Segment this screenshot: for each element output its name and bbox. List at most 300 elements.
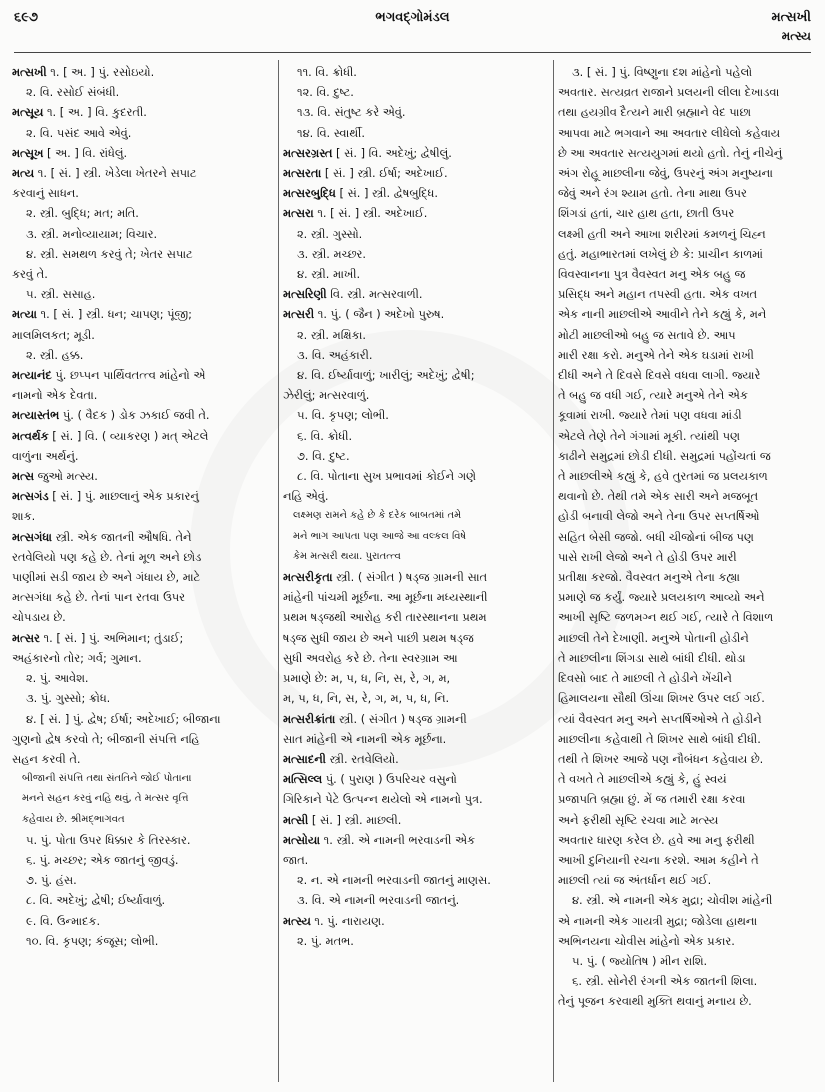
definition-line — [558, 365, 816, 385]
definition-line — [12, 587, 274, 607]
definition-line — [558, 385, 816, 405]
column-1 — [12, 62, 274, 1084]
headword: મત્ય — [12, 166, 35, 181]
definition-line — [558, 284, 816, 304]
headword: મત્સ્ય — [283, 913, 311, 928]
definition-text: પું. ( વૈદક ) ડોક ઝકાઈ જવી તે. — [59, 408, 210, 423]
definition-text: પ્રતીક્ષા કરજો. વૈવસ્વત મનુએ તેના કહ્યા — [558, 570, 740, 585]
definition-text: હોડી બનાવી લેજો અને તેના ઉપર સપ્તર્ષિઓ — [558, 509, 760, 524]
definition-text: પ્રજાપતિ બ્રહ્મા છું. મેં જ તમારી રક્ષા કરવા — [558, 792, 746, 807]
definition-text: ૩. [ સં. ] પું. વિષ્ણુના દશ માંહેનો પહેલો — [572, 65, 753, 79]
definition-line — [558, 244, 816, 264]
definition-line — [558, 446, 816, 466]
definition-text: ગિરિકાને પેટે ઉત્પન્ન થયેલો એ નામનો પુત્ર. — [283, 792, 483, 807]
entry-line — [12, 426, 274, 446]
definition-line — [558, 850, 816, 870]
definition-text: ૪. સ્ત્રી. માખી. — [297, 267, 361, 282]
definition-text: ૧. [ અ. ] પું. રસોઇયો. — [46, 65, 155, 79]
definition-text: ગુણનો દ્વેષ કરવો તે; બીજાની સંપત્તિ નહિ — [12, 731, 200, 746]
definition-text: પ્રમાણે જ કર્યું. જ્યારે પ્રલયકાળ આવ્યો અને — [558, 590, 765, 605]
definition-line — [283, 789, 551, 809]
headword: મત્યાનંદ — [12, 368, 52, 383]
definition-line — [283, 426, 551, 446]
definition-text: ૨. પું. આવેશ. — [26, 671, 89, 686]
definition-text: કેમ મત્સરી થયા. પુરાતત્ત્વ — [293, 550, 401, 562]
definition-text: સ્ત્રી. રતવેલિયો. — [325, 751, 399, 766]
entry-line — [12, 143, 274, 163]
definition-text: પું. છપ્પન પાર્થિવતત્ત્વ માંહેનો એ — [51, 368, 206, 383]
definition-text: ૩. સ્ત્રી. મચ્છર. — [297, 246, 367, 261]
definition-line — [12, 830, 274, 850]
definition-line — [558, 203, 816, 223]
definition-text: ૧૨. વિ. દુષ્ટ. — [297, 85, 354, 100]
definition-text: હતું. મહાભારતમાં લખેલું છે કે: પ્રાચીન કાળમાં — [558, 246, 763, 261]
definition-text: તે માછલીના શિંગડા સાથે બાંધી દીધી. થોડા — [558, 650, 746, 665]
definition-line — [283, 82, 551, 102]
entry-line — [283, 830, 551, 850]
definition-text: કરવું તે. — [12, 267, 48, 282]
entry-line — [283, 769, 551, 789]
definition-text: જેવું અને રંગ શ્યામ હતો. તેના માથા ઉપર — [558, 186, 747, 201]
definition-line — [12, 446, 274, 466]
definition-line — [12, 123, 274, 143]
definition-line — [283, 466, 551, 486]
definition-text: ત્યાં વૈવસ્વત મનુ અને સપ્તર્ષિઓએ તે હોડીને — [558, 711, 762, 726]
definition-text: સ્ત્રી. એક જાતની ઔષધિ. તેને — [51, 529, 192, 544]
definition-line — [12, 870, 274, 890]
definition-text: હિમાલયના સૌથી ઊંચા શિખર ઉપર લઈ ગઈ. — [558, 691, 765, 706]
entry-line — [12, 628, 274, 648]
definition-line — [558, 607, 816, 627]
headword: મત્સગંડ — [12, 489, 49, 504]
definition-line — [283, 62, 551, 82]
definition-text: ઝેરીલું; મત્સરવાળું. — [283, 388, 370, 403]
headword: મત્સરિણી — [283, 287, 327, 302]
entry-line — [12, 62, 274, 82]
definition-text: [ સં. ] સ્ત્રી. ઈર્ષા; અદેખાઈ. — [321, 166, 448, 181]
guide-word: મત્સખી — [771, 10, 811, 25]
definition-text: ૪. [ સં. ] પું. દ્વેષ; ઈર્ષા; અદેખાઈ; બીજાના — [26, 711, 221, 726]
definition-line — [558, 709, 816, 729]
headword: મત્સૂખ — [12, 145, 44, 160]
definition-line — [283, 668, 551, 688]
entry-line — [12, 527, 274, 547]
definition-text: એ નામની એક ગાયત્રી મુદ્રા; જોડેલા હાથના — [558, 913, 758, 928]
definition-text: બીજાની સંપત્તિ તથા સંતતિને જોઈ પોતાના — [22, 773, 192, 785]
definition-text: ૪. વિ. ઈર્ષ્યાવાળું; ખારીલું; અદેખું; દ્વેષી; — [297, 368, 475, 383]
definition-text: [ સં. ] સ્ત્રી. દ્વેષબુદ્ધિ. — [335, 186, 438, 201]
definition-text: ૨. સ્ત્રી. હક્ક. — [26, 347, 84, 362]
definition-text: ૧. [ સં. ] સ્ત્રી. અદેખાઈ. — [313, 206, 428, 221]
definition-text: ૮. વિ. પોતાના સુખ પ્રભાવમાં કોઈને ગણે — [297, 469, 476, 484]
definition-text: તેનું પૂજન કરવાથી મુક્તિ થવાનું મનાય છે. — [558, 994, 752, 1009]
definition-line — [283, 688, 551, 708]
definition-text: શિંગડાં હતાં, ચાર હાથ હતા, છાતી ઉપર — [558, 206, 735, 221]
definition-text: તે માછલીએ કહ્યું કે, હવે તુરતમાં જ પ્રલયકાળ — [558, 469, 768, 484]
definition-text: ૩. પું. ગુસ્સો; ક્રોધ. — [26, 691, 111, 706]
headword: મત્સરીક્રાંતા — [283, 711, 336, 726]
definition-line — [12, 506, 274, 526]
definition-text: રતવેલિયો પણ કહે છે. તેનાં મૂળ અને છોડ — [12, 549, 202, 564]
definition-text: ૧૩. વિ. સંતુષ્ટ કરે એવું. — [297, 105, 406, 120]
entry-line — [12, 466, 274, 486]
definition-text: [ સં. ] સ્ત્રી. માછલી. — [308, 812, 402, 827]
definition-text: નામનો એક દેવતા. — [12, 388, 98, 403]
definition-text: ૩. સ્ત્રી. મનોવ્યાયામ; વિચાર. — [26, 226, 158, 241]
headword: મત્સૂય — [12, 105, 44, 120]
definition-line — [12, 183, 274, 203]
entry-line — [283, 810, 551, 830]
column-2 — [283, 62, 551, 1084]
definition-line — [558, 426, 816, 446]
definition-text: ૧. પું. નારાયણ. — [310, 913, 385, 928]
definition-text: ૨. સ્ત્રી. મક્ષિકા. — [297, 327, 366, 342]
definition-line — [12, 668, 274, 688]
entry-line — [283, 567, 551, 587]
definition-text: સહન કરવી તે. — [12, 751, 81, 766]
definition-line — [558, 688, 816, 708]
definition-line — [12, 224, 274, 244]
definition-line — [283, 446, 551, 466]
definition-text: ૩. વિ. એ નામની ભરવાડની જાતનું. — [297, 893, 460, 908]
definition-text: [ સં. ] વિ. અદેખું; દ્વેષીલું. — [332, 145, 452, 160]
definition-text: ૧૦. વિ. કૃપણ; કંજૂસ; લોભી. — [26, 933, 159, 948]
definition-line — [283, 506, 551, 526]
definition-text: ૨. સ્ત્રી. બુદ્ધિ; મત; મતિ. — [26, 206, 139, 221]
definition-line — [283, 405, 551, 425]
definition-text: ૨. વિ. રસોઈ સંબંધી. — [26, 85, 120, 100]
definition-text: માલમિલકત; મૂડી. — [12, 327, 95, 342]
definition-text: ૩. વિ. અહંકારી. — [297, 347, 373, 362]
entry-line — [283, 143, 551, 163]
definition-text: થવાનો છે. તેથી તમે એક સારી અને મજબૂત — [558, 489, 759, 504]
definition-line — [12, 850, 274, 870]
definition-line — [283, 224, 551, 244]
definition-line — [283, 102, 551, 122]
definition-text: ૬. પું. મચ્છર; એક જાતનું જીવડું. — [26, 852, 179, 867]
definition-line — [283, 931, 551, 951]
definition-text: ૭. પું. હંસ. — [26, 873, 77, 888]
definition-text: સ્ત્રી. ( સંગીત ) ષડ્જ ગ્રામની સાત — [332, 570, 488, 585]
definition-line — [283, 325, 551, 345]
page-number: ૬૯૭ — [14, 10, 39, 25]
definition-line — [12, 709, 274, 729]
definition-text: અહંકારનો તોર; ગર્વ; ગુમાન. — [12, 650, 142, 665]
definition-line — [283, 264, 551, 284]
definition-line — [12, 769, 274, 789]
definition-line — [558, 890, 816, 910]
definition-text: અવતાર ધારણ કરેલ છે. હવે આ મનુ ફરીથી — [558, 832, 755, 847]
definition-line — [558, 547, 816, 567]
definition-line — [12, 385, 274, 405]
definition-text: મ, પ, ધ, નિ, સ, રે, ગ, મ, પ, ધ, નિ. — [283, 691, 450, 706]
entry-line — [283, 304, 551, 324]
definition-line — [283, 648, 551, 668]
definition-line — [558, 931, 816, 951]
definition-text: કૂવામાં રાખી. જ્યારે તેમાં પણ વધવા માંડી — [558, 408, 742, 423]
definition-line — [558, 486, 816, 506]
headword: મત્સ — [12, 469, 35, 484]
definition-line — [12, 810, 274, 830]
definition-text: આખી દુનિયાની રચના કરશે. આમ કહીને તે — [558, 852, 759, 867]
definition-line — [558, 304, 816, 324]
entry-line — [12, 365, 274, 385]
definition-line — [12, 890, 274, 910]
definition-text: કાઢીને સમુદ્રમાં છોડી દીધી. સમુદ્રમાં પહોંચતાં જ — [558, 448, 771, 463]
definition-text: વાળુંના અર્થનું. — [12, 448, 79, 463]
definition-text: કહેવાય છે. શ્રીમદ્ભાગવત — [22, 813, 125, 825]
definition-text: વિવસ્વાનના પુત્ર વૈવસ્વત મનુ એક બહુ જ — [558, 267, 746, 282]
definition-text: અંગ રોહૂ માછલીના જેવું, ઉપરનું અંગ મનુષ્યના — [558, 166, 773, 181]
definition-text: અને ફરીથી સૃષ્ટિ રચવા માટે મત્સ્ય — [558, 812, 719, 827]
entry-line — [283, 163, 551, 183]
definition-line — [12, 547, 274, 567]
entry-line — [283, 709, 551, 729]
definition-line — [12, 264, 274, 284]
definition-text: પાણીમાં સડી જાય છે અને ગંધાય છે, માટે — [12, 570, 201, 585]
definition-text: મારી રક્ષા કરો. મનુએ તેને એક ઘડામાં રાખી — [558, 347, 754, 362]
definition-text: ૬. સ્ત્રી. સોનેરી રંગની એક જાતની શિલા. — [572, 974, 758, 989]
definition-text: [ સં. ] પું. માછલાનું એક પ્રકારનું — [48, 489, 199, 504]
definition-text: ૮. વિ. અદેખું; દ્વેષી; ઈર્ષ્યાવાળું. — [26, 893, 166, 908]
definition-line — [558, 830, 816, 850]
definition-text: દિવસો બાદ તે માછલી તે હોડીને ખેંચીને — [558, 671, 732, 686]
definition-text: અભિનયના ચોવીસ માંહેનો એક પ્રકાર. — [558, 933, 735, 948]
definition-line — [283, 628, 551, 648]
headword: મત્સરીકૃતા — [283, 570, 333, 585]
definition-line — [12, 203, 274, 223]
definition-line — [12, 284, 274, 304]
definition-text: ૫. વિ. કૃપણ; લોભી. — [297, 408, 389, 423]
definition-line — [12, 688, 274, 708]
definition-text: ષડ્જ સુધી જાય છે અને પાછી પ્રથમ ષડ્જ — [283, 630, 474, 645]
definition-text: ૨. ન. એ નામની ભરવાડની જાતનું માણસ. — [297, 873, 491, 888]
headword: મત્સગંધા — [12, 529, 52, 544]
definition-line — [558, 163, 816, 183]
book-title: ભગવદ્ગોમંડલ — [375, 10, 450, 25]
definition-text: પ્રથમ ષડ્જથી આરોહ કરી તારસ્થાનના પ્રથમ — [283, 610, 487, 625]
definition-line — [558, 628, 816, 648]
definition-line — [558, 183, 816, 203]
definition-text: આખી સૃષ્ટિ જળમગ્ન થઈ ગઈ, ત્યારે તે વિશાળ — [558, 610, 774, 625]
definition-line — [558, 62, 816, 82]
definition-line — [283, 385, 551, 405]
definition-text: સુધી અવરોહ કરે છે. તેના સ્વરગ્રામ આ — [283, 650, 458, 665]
definition-line — [12, 82, 274, 102]
definition-text: મત્સગંધા કહે છે. તેનાં પાન રતવા ઉપર — [12, 590, 185, 605]
headword: મત્યા — [12, 307, 37, 322]
headword: મત્સાદની — [283, 751, 326, 766]
definition-line — [12, 607, 274, 627]
definition-text: પાસે રાખી લેજો અને તે હોડી ઉપર મારી — [558, 549, 737, 564]
definition-text: પું. ( પુરાણ ) ઉપરિચર વસુનો — [322, 772, 457, 787]
entry-line — [283, 284, 551, 304]
definition-text: શાક. — [12, 509, 36, 524]
definition-line — [558, 729, 816, 749]
headword: મત્સિલ્લ — [283, 772, 323, 787]
definition-text: [ સં. ] વિ. ( વ્યાકરણ ) મત્ એટલે — [48, 428, 209, 443]
headword: મત્સોયા — [283, 832, 320, 847]
entry-line — [283, 749, 551, 769]
definition-line — [12, 244, 274, 264]
headword: મત્સરી — [283, 307, 315, 322]
entry-line — [12, 163, 274, 183]
definition-line — [558, 769, 816, 789]
entry-line — [283, 203, 551, 223]
definition-text: સાત માંહેની એ નામની એક મૂર્છના. — [283, 731, 447, 746]
headword: મત્સરા — [283, 206, 314, 221]
definition-line — [283, 547, 551, 567]
definition-text: ૨. વિ. પસંદ આવે એવું. — [26, 125, 132, 140]
definition-line — [558, 527, 816, 547]
definition-line — [12, 729, 274, 749]
definition-line — [283, 587, 551, 607]
definition-line — [558, 971, 816, 991]
definition-text: તથા હયગ્રીવ દૈત્યને મારી બ્રહ્માને વેદ પાછા — [558, 105, 752, 120]
definition-line — [558, 466, 816, 486]
definition-line — [558, 911, 816, 931]
definition-text: એક નાની માછલીએ આવીને તેને કહ્યું કે, મને — [558, 307, 767, 322]
definition-text: છે આ અવતાર સત્યયુગમાં થયો હતો. તેનું નીચેનું — [558, 145, 783, 160]
definition-text: પ્રસિદ્ધ અને મહાન તપસ્વી હતા. એક વખત — [558, 287, 758, 302]
definition-line — [558, 668, 816, 688]
definition-line — [283, 486, 551, 506]
definition-text: તે વખતે તે માછલીએ કહ્યું કે, હું સ્વયં — [558, 772, 727, 787]
definition-text: ૧. [ સં. ] સ્ત્રી. ખેડેલા ખેતરને સપાટ — [34, 166, 197, 181]
definition-line — [283, 244, 551, 264]
definition-line — [283, 365, 551, 385]
definition-text: ૨. પું. મતભ. — [297, 933, 354, 948]
entry-line — [283, 183, 551, 203]
definition-text: માંહેની પાંચમી મૂર્છના. આ મૂર્છના મધ્યસ્થાની — [283, 590, 488, 605]
definition-line — [558, 405, 816, 425]
definition-text: તે બહુ જ વધી ગઈ, ત્યારે મનુએ તેને એક — [558, 388, 748, 403]
headword: મત્સખી — [12, 65, 47, 79]
headword: મત્સરબુદ્ધિ — [283, 186, 336, 201]
definition-text: ૭. વિ. દુષ્ટ. — [297, 448, 350, 463]
definition-text: ૧૧. વિ. ક્રોધી. — [297, 65, 357, 79]
definition-text: માછલીના કહેવાથી તે શિખર સાથે બાંધી દીધી. — [558, 731, 761, 746]
definition-text: અવતાર. સત્યવ્રત રાજાને પ્રલયની લીલા દેખાડવા — [558, 85, 780, 100]
definition-text: ૯. વિ. ઉન્માદક. — [26, 913, 101, 928]
definition-line — [283, 123, 551, 143]
definition-text: વિ. સ્ત્રી. મત્સરવાળી. — [326, 287, 423, 302]
entry-line — [12, 102, 274, 122]
headword: મત્સરગ્રસ્ત — [283, 145, 333, 160]
definition-text: સ્ત્રી. ( સંગીત ) ષડ્જ ગ્રામની — [335, 711, 467, 726]
entry-line — [12, 304, 274, 324]
definition-text: મનને સહન કરવું નહિ થવું, તે મત્સર વૃત્તિ — [22, 793, 189, 805]
definition-line — [283, 870, 551, 890]
definition-line — [12, 931, 274, 951]
definition-line — [12, 789, 274, 809]
entry-line — [283, 911, 551, 931]
definition-line — [558, 82, 816, 102]
column-divider — [553, 60, 554, 1082]
column-3 — [558, 62, 816, 1084]
definition-text: એટલે તેણે તેને ગંગામાં મૂકી. ત્યાંથી પણ — [558, 428, 740, 443]
definition-line — [558, 749, 816, 769]
definition-text: માછલી ત્યાં જ અંતર્ધાન થઈ ગઈ. — [558, 873, 712, 888]
definition-line — [558, 143, 816, 163]
definition-text: લક્ષ્મણ રામને કહે છે કે દરેક બાબતમાં તમે — [293, 510, 462, 522]
headword: મત્વર્થક — [12, 428, 49, 443]
definition-text: ૪. સ્ત્રી. એ નામની એક મુદ્રા; ચોવીશ માંહેની — [572, 893, 773, 908]
definition-line — [12, 567, 274, 587]
definition-line — [558, 345, 816, 365]
definition-line — [283, 890, 551, 910]
definition-text: ૧. પું. ( જૈન ) અદેખો પુરુષ. — [314, 307, 445, 322]
definition-text: ૬. વિ. ક્રોધી. — [297, 428, 353, 443]
definition-line — [558, 951, 816, 971]
definition-line — [12, 749, 274, 769]
definition-line — [558, 224, 816, 244]
definition-text: ૧. [ સં. ] પું. અભિમાન; તુંડાઈ; — [39, 630, 184, 645]
definition-text: ૧. સ્ત્રી. એ નામની ભરવાડની એક — [320, 832, 476, 847]
column-divider — [278, 60, 279, 1082]
definition-text: પ્રમાણે છે: મ, પ, ધ, નિ, સ, રે, ગ, મ, — [283, 671, 451, 686]
definition-text: [ અ. ] વિ. રાંધેલું. — [43, 145, 128, 160]
entry-line — [12, 405, 274, 425]
definition-text: કરવાનું સાધન. — [12, 186, 79, 201]
definition-text: આપવા માટે ભગવાને આ અવતાર લીધેલો કહેવાય — [558, 125, 781, 140]
definition-text: જુઓ મત્સ્ય. — [34, 469, 98, 484]
definition-line — [12, 648, 274, 668]
headword: મત્સરતા — [283, 166, 322, 181]
definition-text: જાત. — [283, 852, 309, 867]
definition-line — [283, 607, 551, 627]
definition-line — [558, 102, 816, 122]
definition-text: ૧૪. વિ. સ્વાર્થી. — [297, 125, 365, 140]
definition-text: ચોપડાય છે. — [12, 610, 66, 625]
definition-line — [283, 345, 551, 365]
definition-text: તથી તે શિખર આજે પણ નૌબંધન કહેવાય છે. — [558, 751, 764, 766]
definition-text: ૪. સ્ત્રી. સમથળ કરવું તે; ખેતર સપાટ — [26, 246, 193, 261]
definition-line — [558, 325, 816, 345]
definition-text: લક્ષ્મી હતી અને આખા શરીરમાં કમળનું ચિહ્ન — [558, 226, 766, 241]
definition-line — [12, 345, 274, 365]
definition-text: મને ભાગ આપતા પણ આજે આ વલ્કલ વિષે — [293, 530, 467, 542]
definition-text: ૧. [ અ. ] વિ. કુદરતી. — [43, 105, 147, 120]
definition-text: ૫. સ્ત્રી. સસાહ. — [26, 287, 96, 302]
definition-line — [558, 991, 816, 1011]
guide-word-secondary: મત્સ્ય — [781, 29, 811, 43]
definition-text: ૧. [ સં. ] સ્ત્રી. ધન; ચાપણ; પૂંજી; — [36, 307, 192, 322]
definition-text: દીધી અને તે દિવસે દિવસે વધવા લાગી. જ્યારે — [558, 368, 761, 383]
definition-text: નહિ એવું. — [283, 489, 329, 504]
definition-line — [558, 123, 816, 143]
definition-line — [558, 506, 816, 526]
definition-line — [558, 789, 816, 809]
page-header — [14, 10, 811, 43]
headword: મત્યાસ્તંભ — [12, 408, 60, 423]
definition-text: મોટી માછલીઓ બહુ જ સતાવે છે. આપ — [558, 327, 736, 342]
definition-line — [558, 567, 816, 587]
definition-text: ૫. પું. પોતા ઉપર ધિક્કાર કે તિરસ્કાર. — [26, 832, 191, 847]
definition-text: ૫. પું. ( જ્યોતિષ ) મીન રાશિ. — [572, 953, 708, 968]
definition-line — [558, 648, 816, 668]
definition-text: ૨. સ્ત્રી. ગુસ્સો. — [297, 226, 363, 241]
headword: મત્સર — [12, 630, 40, 645]
definition-line — [12, 325, 274, 345]
definition-line — [12, 911, 274, 931]
definition-line — [283, 729, 551, 749]
definition-line — [558, 870, 816, 890]
definition-text: માછલી તેને દેખાણી. મનુએ પોતાની હોડીને — [558, 630, 749, 645]
definition-line — [558, 810, 816, 830]
header-rule — [14, 52, 811, 53]
entry-line — [12, 486, 274, 506]
